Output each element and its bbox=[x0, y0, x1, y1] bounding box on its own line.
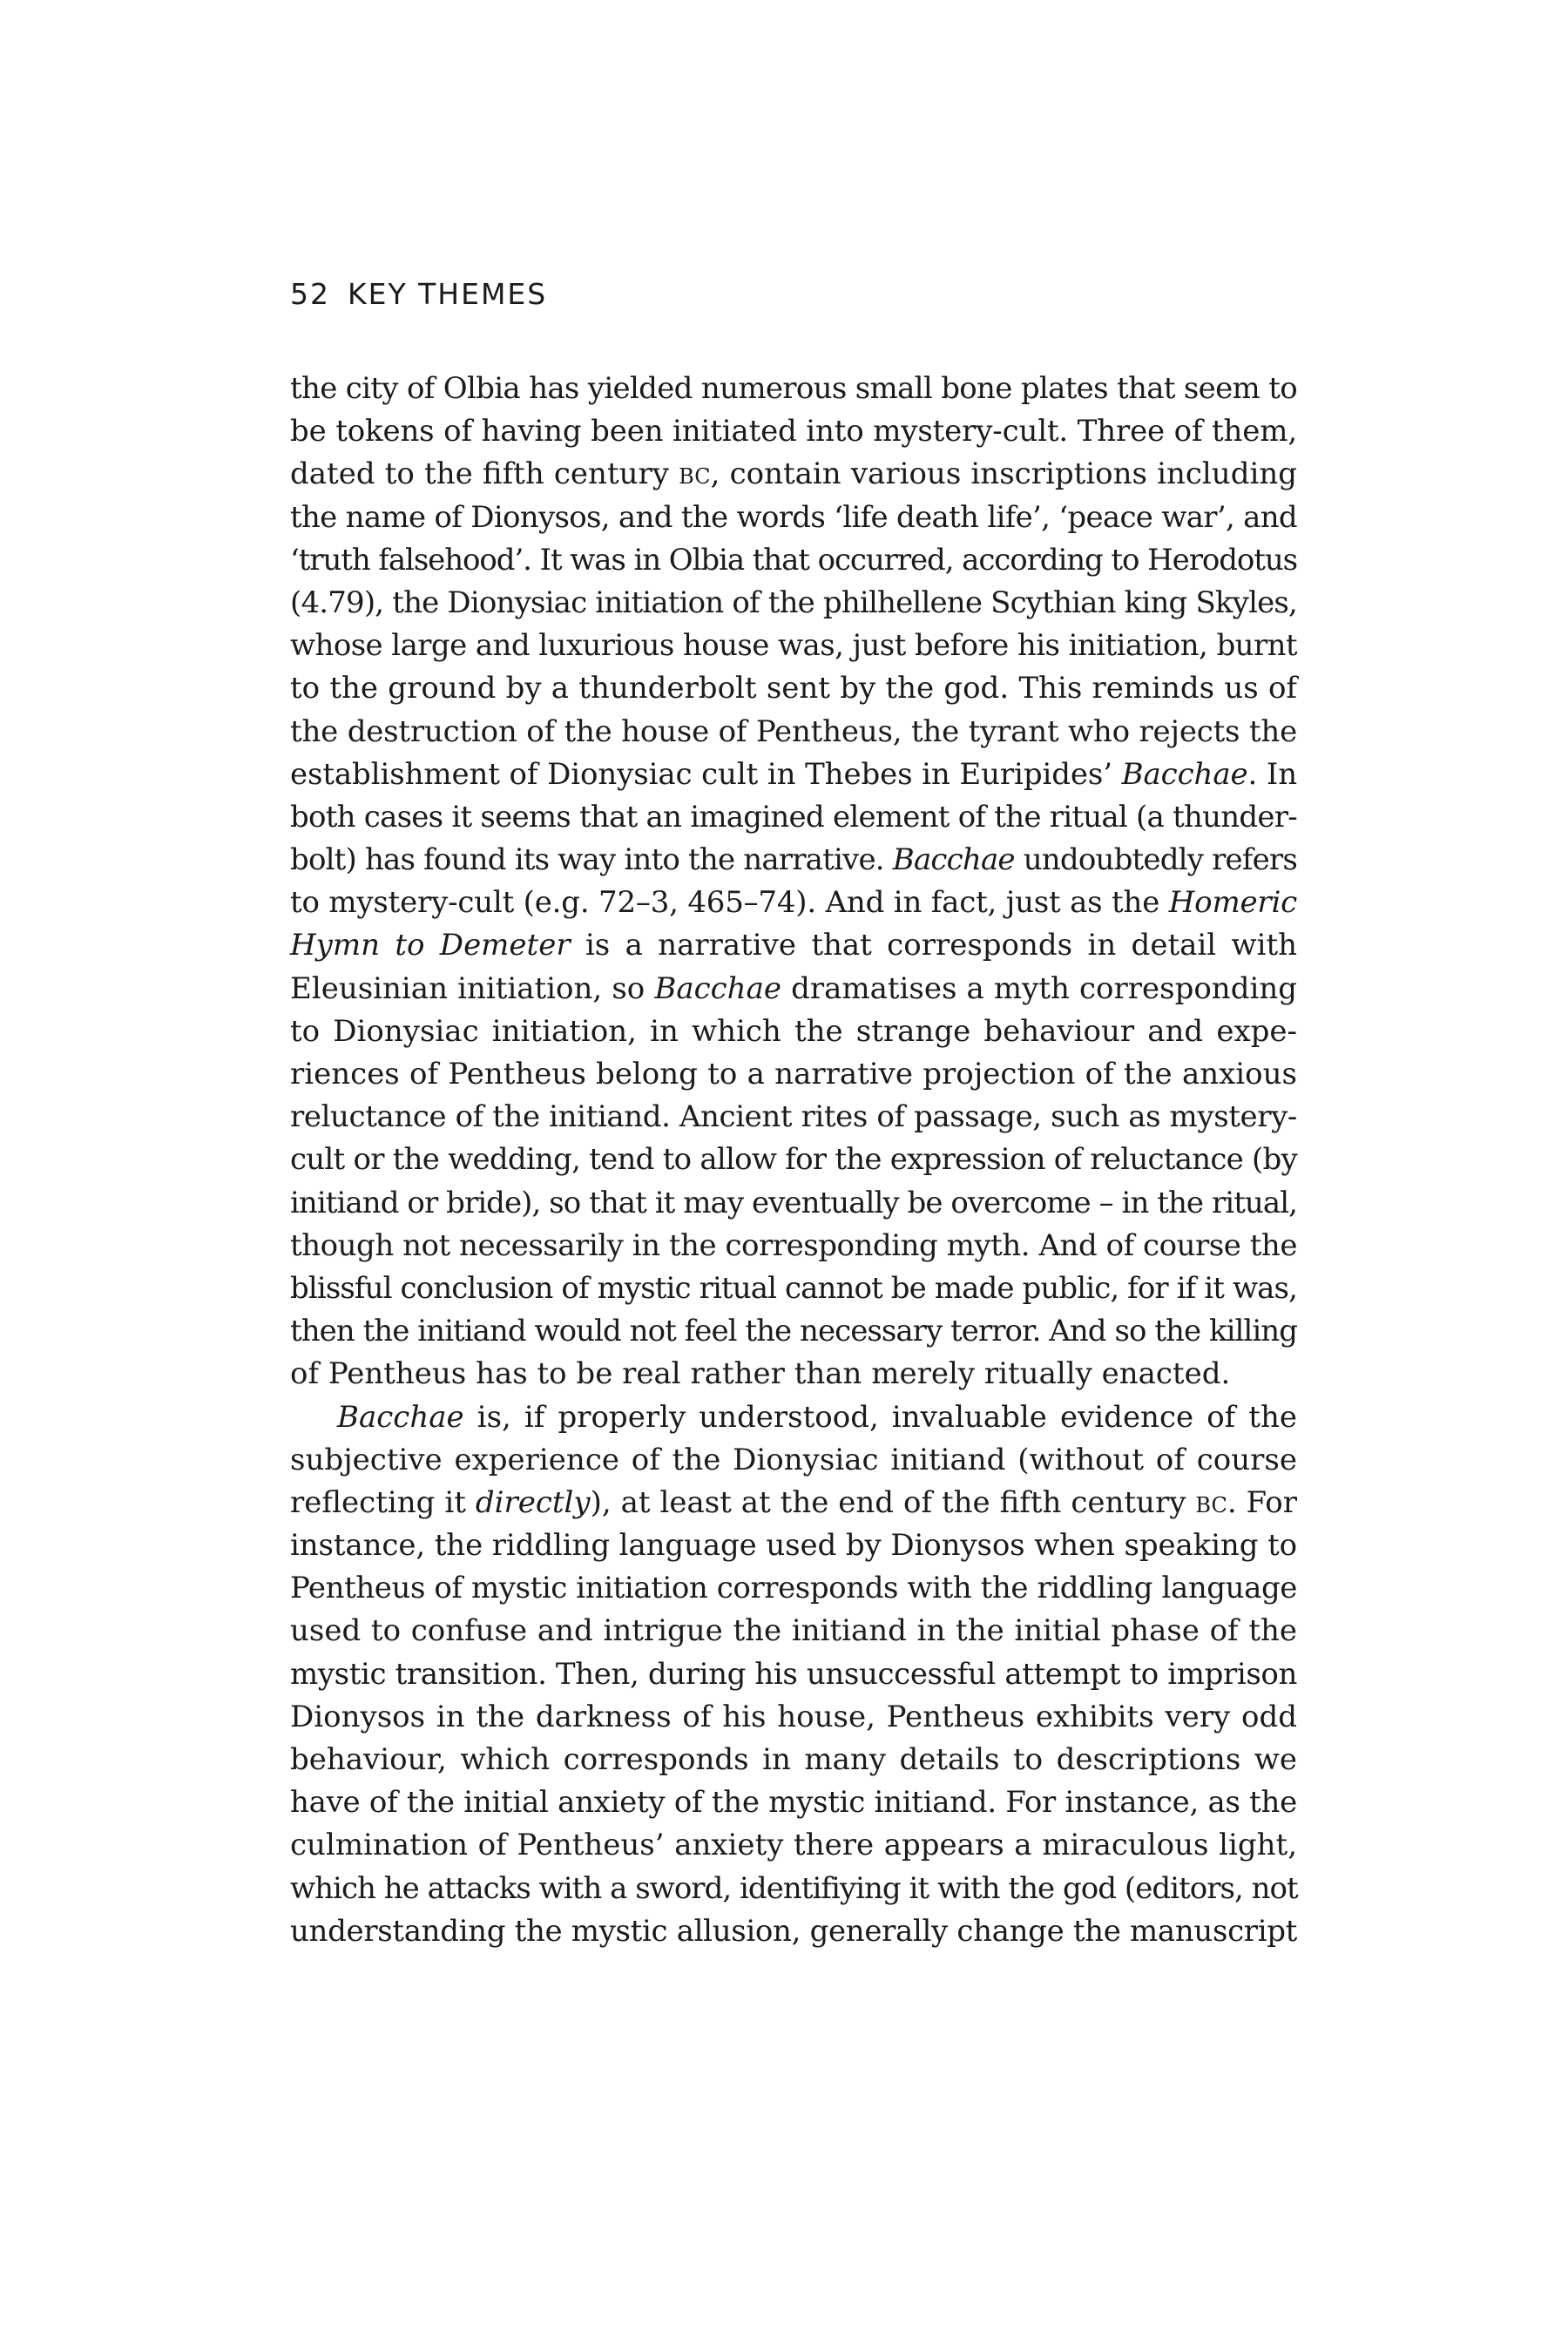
text-line: Hymn to Demeter is a narrative that corresponds in detail with bbox=[290, 928, 1298, 963]
italic-word: directly bbox=[475, 1484, 591, 1520]
italic-title: Hymn to Demeter bbox=[290, 928, 571, 963]
text-line: dated to the fifth century bc, contain various inscriptions including bbox=[290, 456, 1297, 492]
text-line: the destruction of the house of Pentheus, the tyrant who rejects the bbox=[290, 713, 1297, 749]
section-title: KEY THEMES bbox=[348, 277, 548, 311]
text-line: behaviour, which corresponds in many details to descriptions we bbox=[290, 1742, 1297, 1777]
text-line: culmination of Pentheus’ anxiety there appears a miraculous light, bbox=[290, 1828, 1297, 1863]
text-line: to Dionysiac initiation, in which the strange behaviour and expe- bbox=[290, 1013, 1297, 1049]
text-line: cult or the wedding, tend to allow for the expression of reluctance (by bbox=[290, 1142, 1297, 1178]
text-line: to mystery-cult (e.g. 72–3, 465–74). And in fact, just as the Homeric bbox=[290, 885, 1297, 921]
text-line: whose large and luxurious house was, just before his initiation, burnt bbox=[290, 628, 1298, 664]
text-line: instance, the riddling language used by Dionysos when speaking to bbox=[290, 1528, 1297, 1564]
text-line: Dionysos in the darkness of his house, Pentheus exhibits very odd bbox=[290, 1699, 1297, 1734]
running-head bbox=[290, 277, 547, 312]
text-line: both cases it seems that an imagined element of the ritual (a thunder- bbox=[290, 799, 1297, 835]
text-line: then the initiand would not feel the necessary terror. And so the killing bbox=[290, 1314, 1297, 1349]
italic-title: Bacchae bbox=[654, 970, 781, 1006]
text-line: riences of Pentheus belong to a narrative projection of the anxious bbox=[290, 1057, 1297, 1092]
era-abbreviation: bc bbox=[1195, 1484, 1227, 1520]
italic-title: Bacchae bbox=[1121, 756, 1248, 792]
text-line: reflecting it directly), at least at the end of the fifth century bc. For bbox=[290, 1484, 1298, 1520]
text-line: establishment of Dionysiac cult in Thebes in Euripides’ Bacchae. In bbox=[290, 756, 1298, 792]
text-line: though not necessarily in the corresponding myth. And of course the bbox=[290, 1227, 1297, 1263]
text-line: reluctance of the initiand. Ancient rites of passage, such as mystery- bbox=[290, 1099, 1297, 1135]
text-line: blissful conclusion of mystic ritual cannot be made public, for if it was, bbox=[290, 1270, 1297, 1306]
text-line: the name of Dionysos, and the words ‘life death life’, ‘peace war’, and bbox=[290, 499, 1297, 535]
text-line: bolt) has found its way into the narrative. Bacchae undoubtedly refers bbox=[290, 842, 1297, 878]
text-line: have of the initial anxiety of the mystic initiand. For instance, as the bbox=[290, 1785, 1297, 1821]
text-line: which he attacks with a sword, identifiying it with the god (editors, not bbox=[290, 1870, 1298, 1906]
text-line: Bacchae is, if properly understood, invaluable evidence of the bbox=[337, 1399, 1297, 1435]
text-line: Pentheus of mystic initiation corresponds with the riddling language bbox=[290, 1571, 1297, 1606]
italic-title: Bacchae bbox=[892, 842, 1015, 878]
text-line: mystic transition. Then, during his unsuccessful attempt to imprison bbox=[290, 1656, 1297, 1692]
text-line: subjective experience of the Dionysiac initiand (without of course bbox=[290, 1442, 1297, 1477]
page-number: 52 bbox=[290, 277, 330, 311]
text-line: Eleusinian initiation, so Bacchae dramatises a myth corresponding bbox=[290, 970, 1298, 1006]
text-line: to the ground by a thunderbolt sent by the god. This reminds us of bbox=[290, 671, 1297, 706]
text-line: be tokens of having been initiated into mystery-cult. Three of them, bbox=[290, 414, 1297, 449]
italic-title: Bacchae bbox=[337, 1399, 464, 1435]
text-line: used to confuse and intrigue the initiand in the initial phase of the bbox=[290, 1613, 1297, 1649]
era-abbreviation: bc bbox=[679, 456, 711, 492]
text-line: (4.79), the Dionysiac initiation of the philhellene Scythian king Skyles, bbox=[290, 585, 1298, 620]
text-line: ‘truth falsehood’. It was in Olbia that occurred, according to Herodotus bbox=[290, 542, 1298, 578]
text-line: understanding the mystic allusion, generally change the manuscript bbox=[290, 1913, 1297, 1949]
body-text bbox=[290, 368, 1297, 1953]
text-line: of Pentheus has to be real rather than merely ritually enacted. bbox=[290, 1356, 1231, 1392]
italic-title: Homeric bbox=[1168, 885, 1297, 921]
text-line: initiand or bride), so that it may eventually be overcome – in the ritual, bbox=[290, 1185, 1297, 1220]
text-line: the city of Olbia has yielded numerous small bone plates that seem to bbox=[290, 371, 1297, 406]
